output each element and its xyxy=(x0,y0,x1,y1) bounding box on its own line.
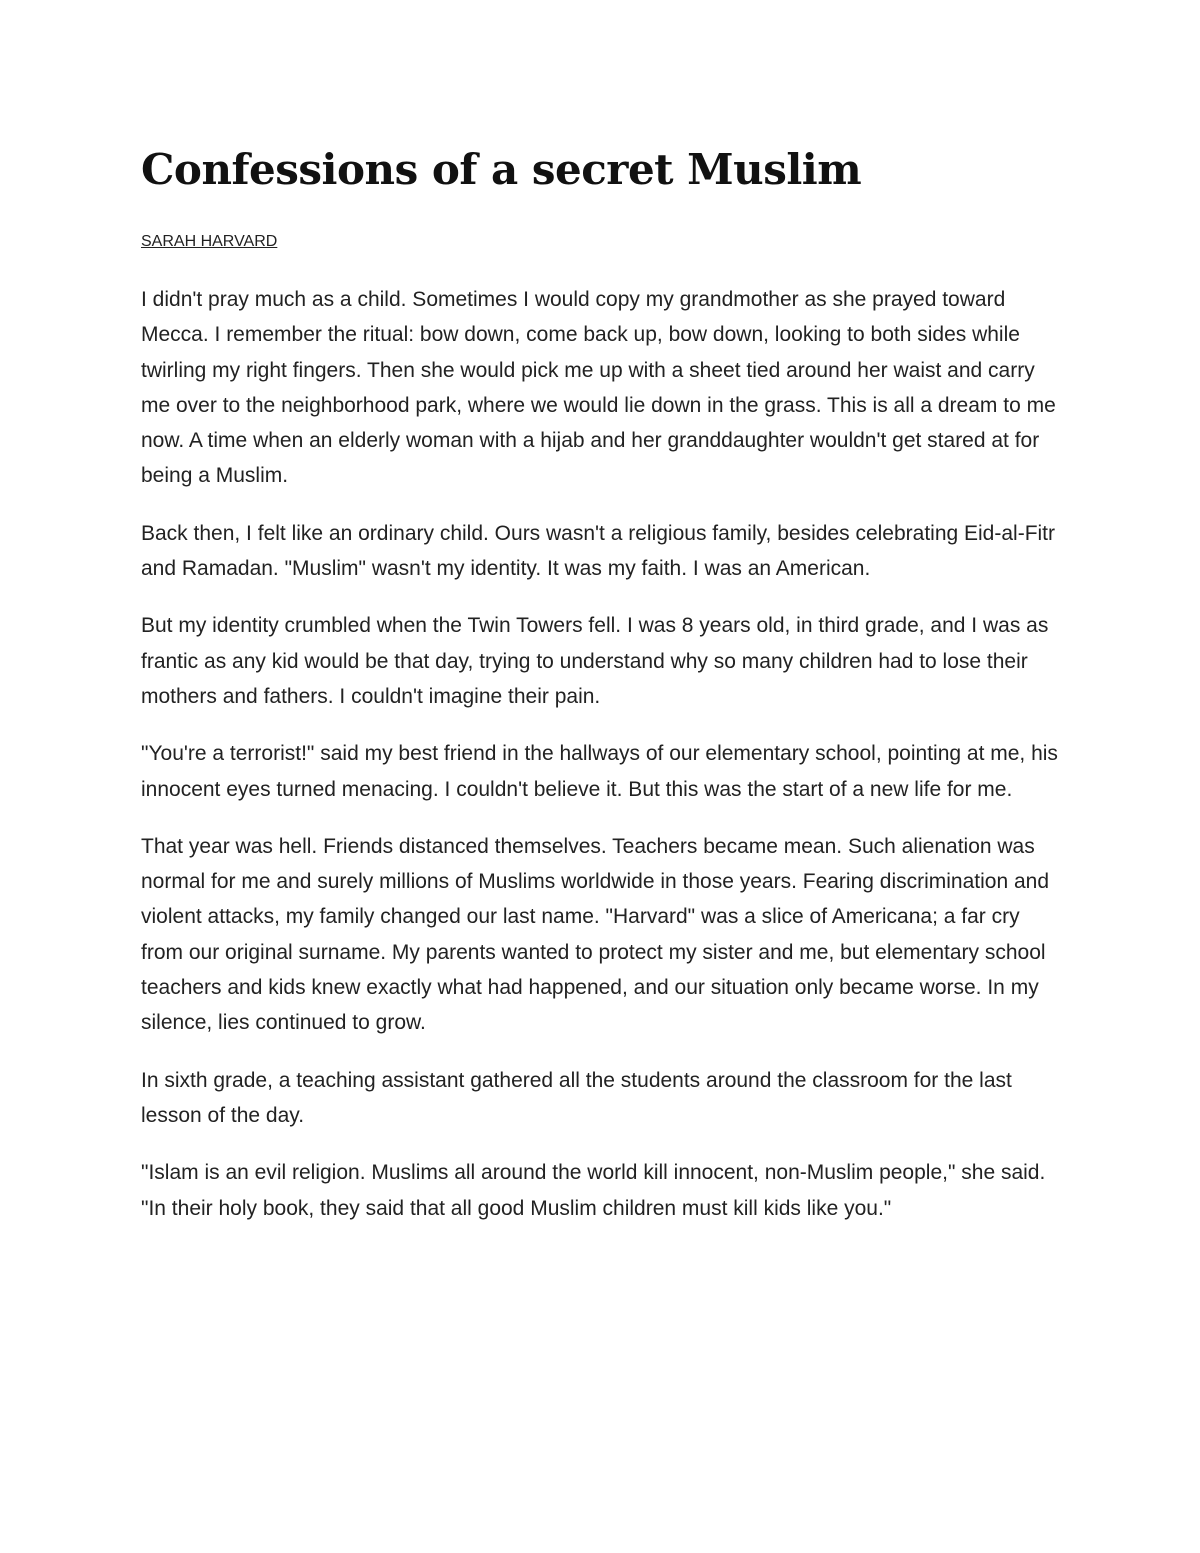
paragraph: But my identity crumbled when the Twin Towers fell. I was 8 years old, in third grade, and I was as frantic as any kid would be that day, trying to understand why so many children had to lose their mothers and fathers. I couldn't imagine their pain. xyxy=(141,614,1049,708)
article-body xyxy=(141,282,1066,1226)
article xyxy=(141,138,1066,1248)
paragraph: I didn't pray much as a child. Sometimes I would copy my grandmother as she prayed toward Mecca. I remember the ritual: bow down, come back up, bow down, looking to both sides while twirling my right fingers. Then she would pick me up with a sheet tied around her waist and carry me over to the neighborhood park, where we would lie down in the grass. This is all a dream to me now. A time when an elderly woman with a hijab and her granddaughter wouldn't get stared at for being a Muslim. xyxy=(141,288,1056,488)
paragraph: Back then, I felt like an ordinary child. Ours wasn't a religious family, besides celebrating Eid-al-Fitr and Ramadan. "Muslim" wasn't my identity. It was my faith. I was an American. xyxy=(141,521,1056,581)
paragraph: "You're a terrorist!" said my best friend in the hallways of our elementary school, pointing at me, his innocent eyes turned menacing. I couldn't believe it. But this was the start of a new life for me. xyxy=(141,742,1058,801)
article-title: Confessions of a secret Muslim xyxy=(141,145,862,194)
paragraph: That year was hell. Friends distanced themselves. Teachers became mean. Such alienation was normal for me and surely millions of Muslims worldwide in those years. Fearing discrimination and violent attacks, my family changed our last name. "Harvard" was a slice of Americana; a far cry from our original surname. My parents wanted to protect my sister and me, but elementary school teachers and kids knew exactly what had happened, and our situation only became worse. In my silence, lies continued to grow. xyxy=(141,834,1050,1035)
author-link[interactable]: SARAH HARVARD xyxy=(141,233,278,250)
paragraph: "Islam is an evil religion. Muslims all around the world kill innocent, non-Muslim people," she said. "In their holy book, they said that all good Muslim children must kill kids like you." xyxy=(141,1161,1046,1220)
paragraph: In sixth grade, a teaching assistant gathered all the students around the classroom for the last lesson of the day. xyxy=(141,1068,1012,1127)
